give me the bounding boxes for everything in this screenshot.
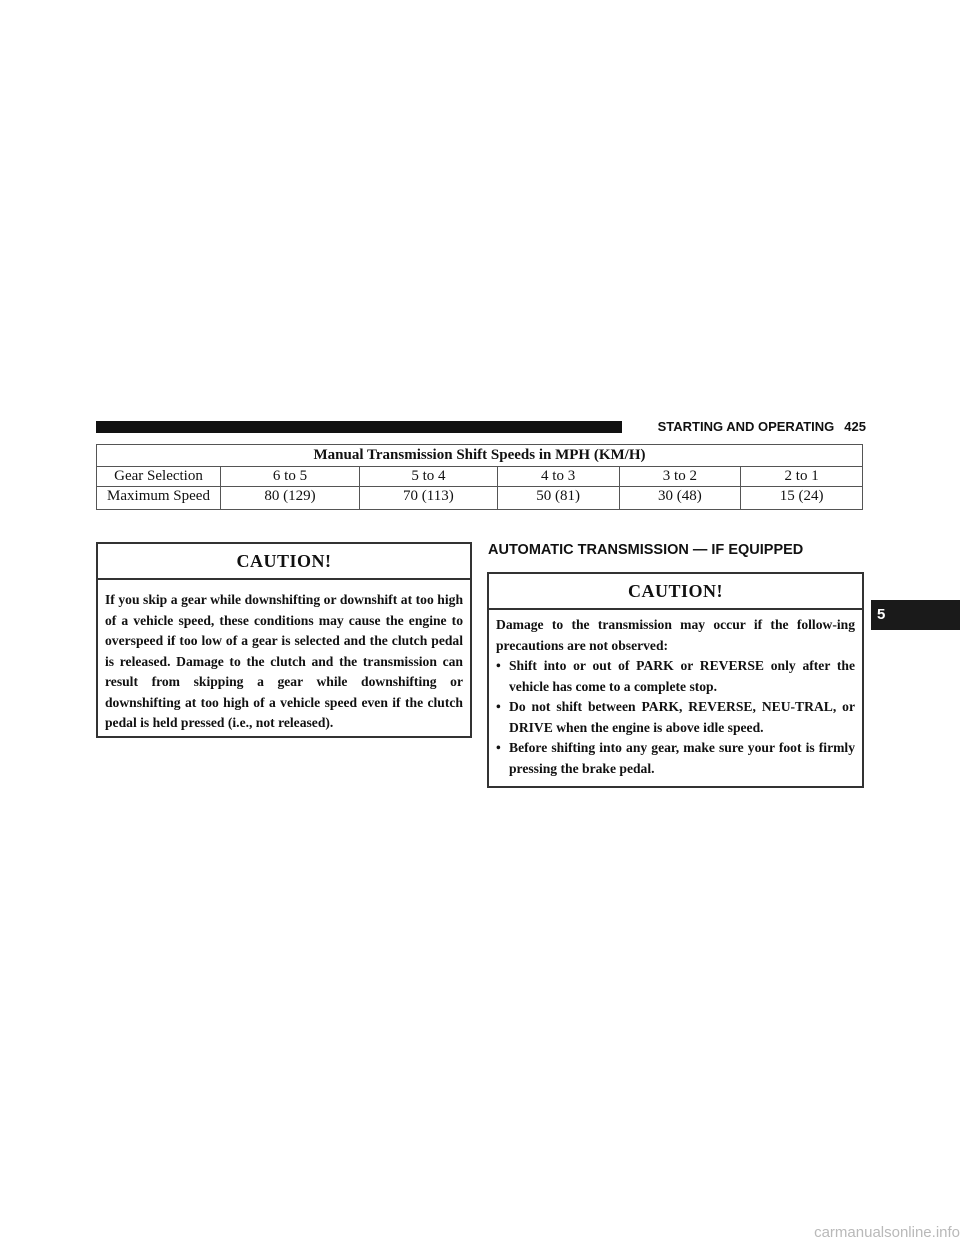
table-header-row (97, 467, 863, 487)
chapter-tab: 5 (871, 600, 960, 630)
bullet-icon: • (496, 699, 501, 714)
table-cell: 70 (113) (360, 487, 498, 510)
column-header: 5 to 4 (360, 467, 498, 487)
maximum-speed-label: Maximum Speed (97, 487, 221, 510)
table-cell: 15 (24) (741, 487, 863, 510)
caution-body (489, 610, 862, 779)
table-cell: 30 (48) (619, 487, 741, 510)
table-title-row (97, 445, 863, 467)
page-number: 425 (844, 419, 866, 434)
column-header: 6 to 5 (221, 467, 360, 487)
gear-selection-label: Gear Selection (97, 467, 221, 487)
shift-speed-table (96, 444, 863, 510)
table-title: Manual Transmission Shift Speeds in MPH (KM/H) (97, 445, 863, 467)
header-rule (96, 421, 622, 433)
table-cell: 50 (81) (497, 487, 619, 510)
watermark: carmanualsonline.info (814, 1224, 960, 1241)
column-header: 3 to 2 (619, 467, 741, 487)
bullet-icon: • (496, 740, 501, 755)
table-cell: 80 (129) (221, 487, 360, 510)
list-item (496, 738, 855, 779)
list-item (496, 656, 855, 697)
list-item-text: Shift into or out of PARK or REVERSE only after the vehicle has come to a complete stop. (509, 658, 855, 694)
column-header: 4 to 3 (497, 467, 619, 487)
section-heading: AUTOMATIC TRANSMISSION — IF EQUIPPED (488, 542, 804, 558)
caution-title: CAUTION! (98, 544, 470, 580)
caution-box-automatic (487, 572, 864, 788)
list-item-text: Do not shift between PARK, REVERSE, NEU-TRAL, or DRIVE when the engine is above idle speed. (509, 699, 855, 735)
list-item-text: Before shifting into any gear, make sure your foot is firmly pressing the brake pedal. (509, 740, 855, 776)
caution-box-manual (96, 542, 472, 738)
column-header: 2 to 1 (741, 467, 863, 487)
caution-title: CAUTION! (489, 574, 862, 610)
bullet-icon: • (496, 658, 501, 673)
running-header (634, 419, 866, 435)
caution-intro: Damage to the transmission may occur if the follow-ing precautions are not observed: (496, 617, 855, 653)
section-title: STARTING AND OPERATING (657, 419, 835, 434)
caution-body: If you skip a gear while downshifting or downshift at too high of a vehicle speed, these conditions may cause the engine to overspeed if too low of a gear is selected and the clutch pedal is released. Damage to the clutch and the transmission can result from skipping a gear while downshifting or downshifting at too high of a vehicle speed even if the clutch pedal is held pressed (i.e., not released). (105, 592, 463, 730)
table-row (97, 487, 863, 510)
list-item (496, 697, 855, 738)
